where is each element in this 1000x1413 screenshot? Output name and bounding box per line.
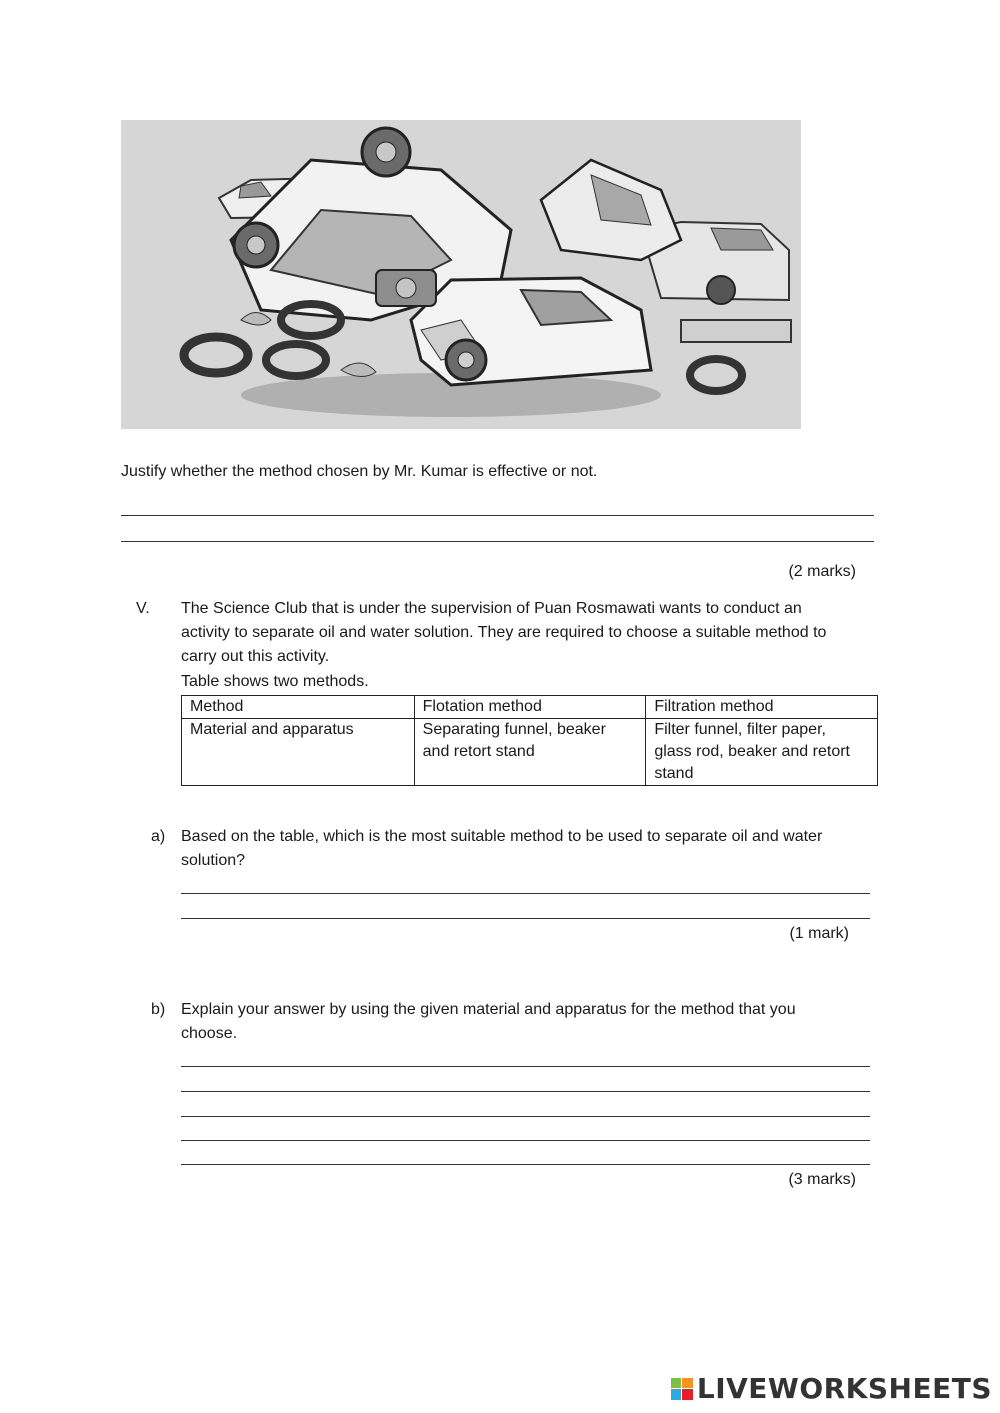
marks-label-a: (1 mark) [789,925,849,942]
question-number: V. [136,600,150,617]
part-a-label: a) [151,828,166,845]
flotation-apparatus-cell [414,719,646,786]
part-b-question-line: choose. [181,1025,238,1042]
table-header-cell: Flotation method [414,696,646,719]
answer-line[interactable] [181,1164,870,1165]
scrap-cars-illustration [121,120,801,429]
part-a-question-line: Based on the table, which is the most suitable method to be used to separate oil and water [181,828,823,845]
table-header-cell: Filtration method [646,696,878,719]
liveworksheets-brand [671,1372,992,1405]
question-iv-prompt: Justify whether the method chosen by Mr. Kumar is effective or not. [121,463,598,480]
table-cell-line: Separating funnel, beaker [422,721,606,738]
table-cell-line: Filter funnel, filter paper, [654,721,826,738]
answer-line[interactable] [121,515,874,516]
brand-name: LIVEWORKSHEETS [696,1372,992,1405]
table-header-cell: Method [182,696,415,719]
table-row [182,719,878,786]
answer-line[interactable] [181,1116,870,1117]
table-caption: Table shows two methods. [181,673,369,690]
marks-label-iv: (2 marks) [788,563,856,580]
methods-table [181,695,878,786]
answer-line[interactable] [181,918,870,919]
table-row-label: Material and apparatus [182,719,415,786]
question-v-stem-line: The Science Club that is under the supervision of Puan Rosmawati wants to conduct an [181,600,802,617]
liveworksheets-logo-icon [671,1378,693,1400]
marks-label-b: (3 marks) [788,1171,856,1188]
answer-line[interactable] [181,893,870,894]
part-a-question-line: solution? [181,852,246,869]
answer-line[interactable] [181,1066,870,1067]
table-header-row [182,696,878,719]
table-cell-line: glass rod, beaker and retort [654,743,850,760]
answer-line[interactable] [121,541,874,542]
answer-line[interactable] [181,1140,870,1141]
question-v-stem-line: carry out this activity. [181,648,330,665]
part-b-question-line: Explain your answer by using the given material and apparatus for the method that you [181,1001,796,1018]
scrap-cars-drawing [121,120,801,429]
answer-line[interactable] [181,1091,870,1092]
table-cell-line: and retort stand [422,743,535,760]
table-cell-line: stand [654,765,694,782]
question-v-stem-line: activity to separate oil and water solution. They are required to choose a suitable method to [181,624,827,641]
part-b-label: b) [151,1001,166,1018]
filtration-apparatus-cell [646,719,878,786]
